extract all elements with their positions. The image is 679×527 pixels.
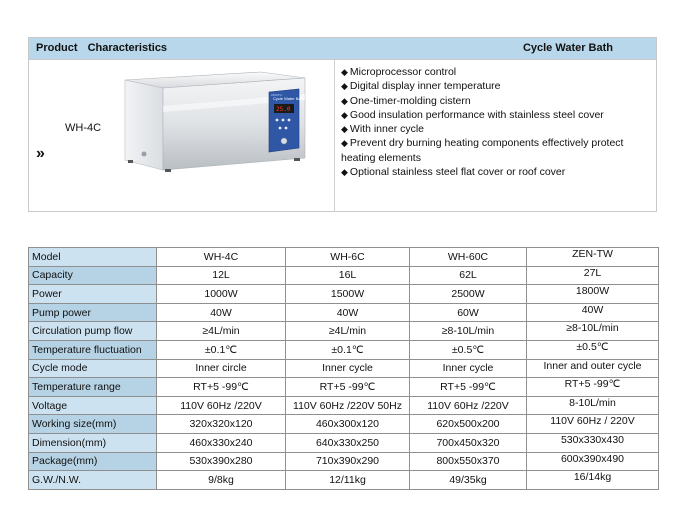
spec-table (28, 247, 659, 490)
table-cell: 62L (410, 266, 527, 285)
table-row (29, 285, 659, 304)
feature-item: ◆ Microprocessor control (341, 66, 457, 78)
table-cell: ±0.1℃ (286, 340, 410, 359)
table-cell: 40W (286, 303, 410, 322)
table-cell: 600x390x490 (527, 452, 659, 471)
table-cell: 1000W (157, 285, 286, 304)
diamond-bullet-icon: ◆ (341, 95, 348, 106)
table-cell: 60W (410, 303, 527, 322)
table-cell: ±0.1℃ (157, 340, 286, 359)
table-cell: RT+5 -99℃ (410, 378, 527, 397)
table-row (29, 322, 659, 341)
feature-list (341, 65, 653, 179)
panel-header (29, 38, 656, 60)
table-cell: 620x500x200 (410, 415, 527, 434)
table-cell: 40W (527, 303, 659, 322)
header-product: Product (36, 42, 78, 54)
device-display: 25.0 (276, 106, 291, 113)
table-cell: 27L (527, 266, 659, 285)
model-label: WH-4C (65, 122, 102, 134)
row-label: Power (29, 285, 157, 304)
table-cell: 16L (286, 266, 410, 285)
table-cell: ≥8-10L/min (410, 322, 527, 341)
feature-item: ◆ Good insulation performance with stainless steel cover (341, 108, 604, 121)
table-cell: Inner cycle (286, 359, 410, 378)
header-cell: WH-6C (286, 248, 410, 267)
feature-item: ◆ Digital display inner temperature (341, 80, 501, 93)
header-cell: Model (29, 248, 157, 267)
diamond-bullet-icon: ◆ (341, 81, 348, 92)
table-cell: 12/11kg (286, 471, 410, 490)
table-cell: ±0.5℃ (410, 340, 527, 359)
header-cell: ZEN-TW (527, 248, 659, 267)
table-row (29, 452, 659, 471)
table-cell: 40W (157, 303, 286, 322)
feature-item: ◆ Optional stainless steel flat cover or roof cover (341, 166, 566, 179)
header-cell: WH-60C (410, 248, 527, 267)
table-header-row (29, 248, 659, 267)
row-label: Capacity (29, 266, 157, 285)
diamond-bullet-icon: ◆ (341, 67, 348, 77)
water-bath-image (119, 66, 309, 178)
table-row (29, 340, 659, 359)
table-cell: 9/8kg (157, 471, 286, 490)
table-cell: RT+5 -99℃ (527, 378, 659, 397)
table-cell: 110V 60Hz /220V (157, 396, 286, 415)
table-cell: 1800W (527, 285, 659, 304)
characteristics-panel (28, 37, 657, 212)
table-cell: ≥4L/min (157, 322, 286, 341)
table-cell: Inner circle (157, 359, 286, 378)
table-cell: 460x330x240 (157, 433, 286, 452)
header-characteristics: Characteristics (87, 42, 168, 54)
table-cell: 320x320x120 (157, 415, 286, 434)
table-cell: 16/14kg (527, 471, 659, 490)
row-label: G.W./N.W. (29, 471, 157, 490)
table-cell: ≥4L/min (286, 322, 410, 341)
row-label: Cycle mode (29, 359, 157, 378)
table-cell: ≥8-10L/min (527, 322, 659, 341)
table-cell: Inner and outer cycle (527, 359, 659, 378)
table-cell: 700x450x320 (410, 433, 527, 452)
feature-item: ◆ With inner cycle (341, 123, 425, 136)
table-row (29, 303, 659, 322)
diamond-bullet-icon: ◆ (341, 124, 348, 135)
table-cell: 110V 60Hz / 220V (527, 415, 659, 434)
table-row (29, 433, 659, 452)
row-label: Temperature fluctuation (29, 340, 157, 359)
panel-divider (334, 60, 335, 211)
table-cell: 49/35kg (410, 471, 527, 490)
table-cell: 110V 60Hz /220V (410, 396, 527, 415)
diamond-bullet-icon: ◆ (341, 138, 348, 149)
table-cell: 1500W (286, 285, 410, 304)
row-label: Working size(mm) (29, 415, 157, 434)
row-label: Circulation pump flow (29, 322, 157, 341)
table-row (29, 359, 659, 378)
header-title: Cycle Water Bath (522, 42, 613, 54)
table-row (29, 378, 659, 397)
table-cell: RT+5 -99℃ (157, 378, 286, 397)
feature-item: ◆ One-timer-molding cistern (341, 94, 471, 107)
device-panel-title: Cycle Water Bath (273, 96, 304, 101)
table-row (29, 415, 659, 434)
table-cell: 800x550x370 (410, 452, 527, 471)
table-row (29, 266, 659, 285)
table-cell: 8-10L/min (527, 396, 659, 415)
header-cell: WH-4C (157, 248, 286, 267)
device-brand: ZENITH (271, 93, 282, 97)
double-chevron-right-icon: » (36, 145, 45, 162)
row-label: Pump power (29, 303, 157, 322)
table-cell: 640x330x250 (286, 433, 410, 452)
table-cell: 2500W (410, 285, 527, 304)
table-cell: Inner cycle (410, 359, 527, 378)
table-cell: 530x390x280 (157, 452, 286, 471)
diamond-bullet-icon: ◆ (341, 167, 348, 178)
table-cell: 530x330x430 (527, 433, 659, 452)
table-row (29, 396, 659, 415)
diamond-bullet-icon: ◆ (341, 109, 348, 120)
row-label: Temperature range (29, 378, 157, 397)
row-label: Voltage (29, 396, 157, 415)
table-row (29, 471, 659, 490)
row-label: Package(mm) (29, 452, 157, 471)
table-cell: 12L (157, 266, 286, 285)
table-cell: 710x390x290 (286, 452, 410, 471)
table-cell: 110V 60Hz /220V 50Hz (286, 396, 410, 415)
table-cell: ±0.5℃ (527, 340, 659, 359)
row-label: Dimension(mm) (29, 433, 157, 452)
header-left (36, 42, 167, 54)
table-cell: RT+5 -99℃ (286, 378, 410, 397)
feature-item: ◆ Prevent dry burning heating components effectively protect heating elements (341, 137, 624, 164)
table-cell: 460x300x120 (286, 415, 410, 434)
